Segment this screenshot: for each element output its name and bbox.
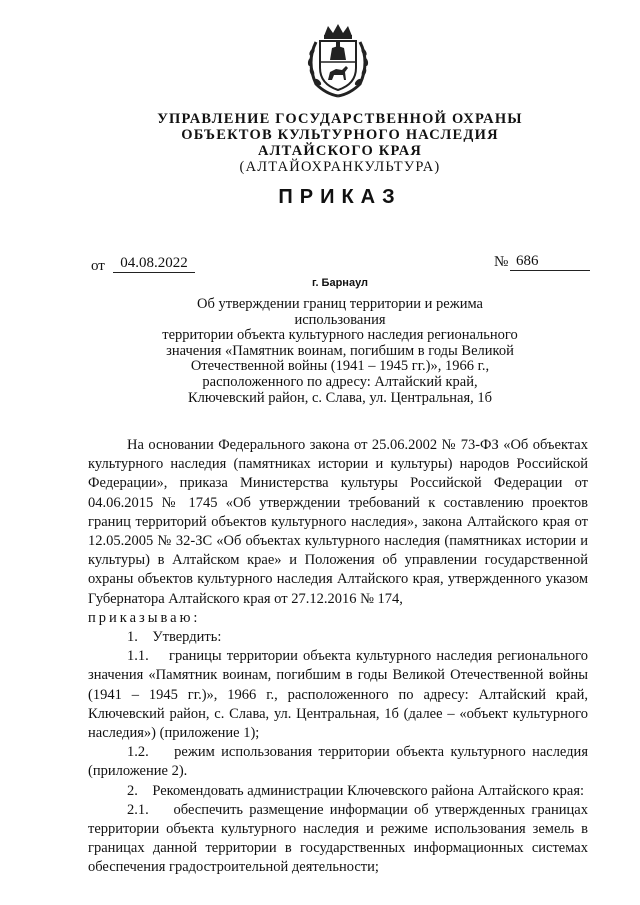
number-prefix: № [494,254,509,270]
document-type-title: ПРИКАЗ [278,186,402,208]
coat-of-arms-icon [302,22,374,100]
subject-line: Отечественной войны (1941 – 1945 гг.)», 1966 г., [190,358,490,375]
order-body [88,436,588,878]
order-word: приказываю: [88,609,201,626]
order-subject [150,297,530,406]
city-name: г. Барнаул [311,277,369,289]
item-1-1: 1.1. границы территории объекта культурного наследия регионального значения «Памятник воинам, погибшим в годы Великой Отечественной войны (1941 – 1945 гг.)», 1966 г., расположенного по адресу: Алтайский край, Ключевский район, с. Слава, ул. Центральная, 1б (далее – «объект культурного наследия») (приложение 1); [88,648,588,742]
item-1: 1. Утвердить: [127,629,222,646]
item-2-1: 2.1. обеспечить размещение информации об утвержденных границах территории объекта культурного наследия и режиме использования земель в границах данной территории в государственных информационных системах обеспечения градостроительной деятельности; [88,801,588,876]
subject-line: значения «Памятник воинам, погибшим в годы Великой [166,342,514,359]
preamble-paragraph: На основании Федерального закона от 25.06.2002 № 73-ФЗ «Об объектах культурного наследия (памятниках истории и культуры) народов Российской Федерации», приказа Министерства культуры Российской Федерации от 04.06.2015 № 1745 «Об утверждении требований к составлению проектов границ территорий объектов культурного наследия», закона Алтайского края от 12.05.2005 № 32-ЗС «Об объектах культурного наследия (памятниках истории и культуры) в Алтайском крае» и Положения об управлении государственной охраны объектов культурного наследия Алтайского края, утвержденного указом Губернатора Алтайского края от 27.12.2016 № 174, [88,437,588,607]
org-name-line-1: УПРАВЛЕНИЕ ГОСУДАРСТВЕННОЙ ОХРАНЫ [157,111,523,127]
org-name-line-3: АЛТАЙСКОГО КРАЯ [257,143,423,159]
subject-line: Ключевский район, с. Слава, ул. Центральная, 1б [187,389,493,406]
subject-line: расположенного по адресу: Алтайский край, [202,373,478,390]
subject-line: Об утверждении границ территории и режима использования [197,296,483,328]
item-1-2: 1.2. режим использования территории объекта культурного наследия (приложение 2). [88,744,588,780]
document-number: 686 [510,253,590,271]
subject-line: территории объекта культурного наследия регионального [162,327,518,344]
document-date: 04.08.2022 [113,255,195,273]
org-name-line-2: ОБЪЕКТОВ КУЛЬТУРНОГО НАСЛЕДИЯ [181,127,499,143]
date-prefix: от [91,258,105,274]
org-abbreviation: (АЛТАЙОХРАНКУЛЬТУРА) [239,159,441,175]
item-2: 2. Рекомендовать администрации Ключевского района Алтайского края: [127,782,585,799]
